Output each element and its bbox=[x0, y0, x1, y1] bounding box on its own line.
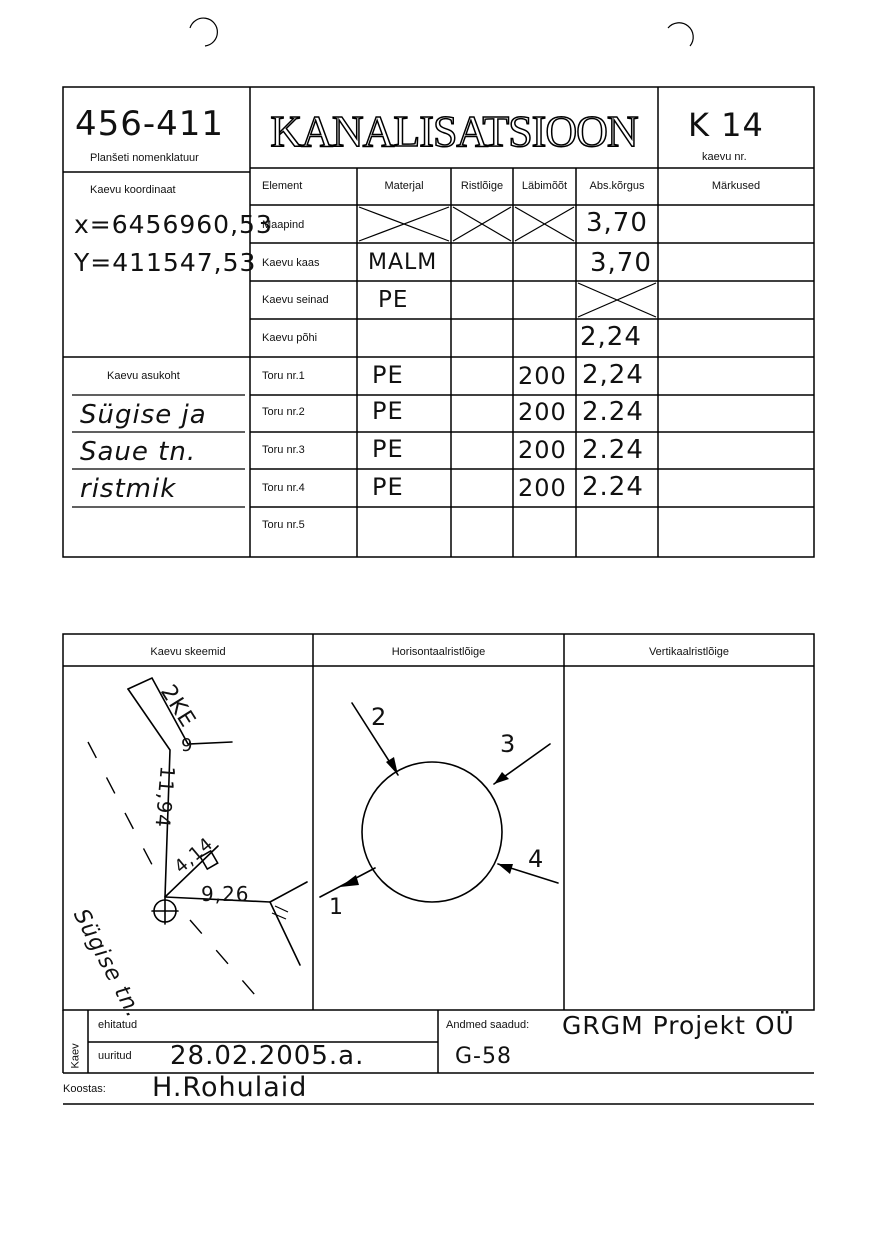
plan-dist-414: 4,14 bbox=[170, 833, 218, 878]
coord-y: Y=411547,53 bbox=[74, 248, 257, 277]
footer-data-source: GRGM Projekt OÜ bbox=[562, 1011, 795, 1040]
well-number-value: K 14 bbox=[688, 106, 764, 144]
element-cell: Kaevu seinad bbox=[262, 294, 329, 306]
sketch-col-schemes: Kaevu skeemid bbox=[150, 646, 226, 658]
element-cell: Toru nr.1 bbox=[262, 370, 305, 382]
form-title: KANALISATSIOON bbox=[270, 107, 638, 156]
element-cell: Toru nr.5 bbox=[262, 519, 305, 531]
material-cell: PE bbox=[372, 435, 404, 463]
element-cell: Maapind bbox=[262, 219, 305, 231]
th-diameter: Läbimõõt bbox=[521, 180, 568, 192]
abs-cell: 2.24 bbox=[582, 472, 644, 502]
location-label: Kaevu asukoht bbox=[107, 370, 180, 382]
abs-cell: 2.24 bbox=[582, 435, 644, 465]
diameter-cell: 200 bbox=[518, 362, 567, 390]
material-cell: MALM bbox=[368, 250, 438, 275]
location-line-1: Sügise ja bbox=[80, 400, 207, 430]
hsect-pipe-3: 3 bbox=[500, 730, 517, 758]
sketch-col-vertical: Vertikaalristlõige bbox=[648, 646, 730, 658]
coords-label: Kaevu koordinaat bbox=[90, 184, 176, 196]
plan-dist-926: 9,26 bbox=[201, 882, 250, 906]
th-remarks: Märkused bbox=[711, 180, 761, 192]
footer-kaev-label: Kaev bbox=[69, 1043, 82, 1069]
footer-author-label: Koostas: bbox=[63, 1083, 106, 1095]
element-cell: Toru nr.2 bbox=[262, 406, 305, 418]
diameter-cell: 200 bbox=[518, 398, 567, 426]
material-cell: PE bbox=[378, 287, 409, 313]
th-element: Element bbox=[262, 180, 303, 192]
abs-cell: 3,70 bbox=[586, 208, 648, 238]
plan-street-2ke: 2KE bbox=[155, 680, 201, 733]
hsect-pipe-1: 1 bbox=[329, 895, 344, 920]
hsect-pipe-4: 4 bbox=[528, 845, 545, 873]
well-number-label: kaevu nr. bbox=[702, 151, 747, 163]
footer-built-label: ehitatud bbox=[98, 1019, 138, 1031]
abs-cell: 2,24 bbox=[580, 322, 642, 352]
footer-surveyed-value: 28.02.2005.a. bbox=[170, 1041, 365, 1071]
abs-cell: 3,70 bbox=[590, 248, 652, 278]
th-material: Materjal bbox=[384, 180, 424, 192]
diameter-cell: 200 bbox=[518, 436, 567, 464]
plan-street-sugise: Sügise tn. bbox=[67, 905, 147, 1023]
plan-dist-1194: 11,94 bbox=[150, 764, 180, 830]
material-cell: PE bbox=[372, 397, 404, 425]
footer-data-label: Andmed saadud: bbox=[446, 1019, 530, 1031]
element-cell: Kaevu põhi bbox=[262, 332, 318, 344]
abs-cell: 2,24 bbox=[582, 360, 644, 390]
diameter-cell: 200 bbox=[518, 474, 567, 502]
hsect-pipe-2: 2 bbox=[371, 703, 388, 731]
location-line-3: ristmik bbox=[80, 474, 177, 504]
nomenclature-label: Planšeti nomenklatuur bbox=[90, 152, 199, 164]
abs-cell: 2.24 bbox=[582, 397, 644, 427]
footer-surveyed-label: uuritud bbox=[98, 1050, 132, 1062]
plan-label-9: 9 bbox=[181, 735, 194, 756]
material-cell: PE bbox=[372, 473, 404, 501]
footer-code: G-58 bbox=[455, 1044, 512, 1069]
element-cell: Kaevu kaas bbox=[262, 257, 320, 269]
th-abs-height: Abs.kõrgus bbox=[589, 180, 645, 192]
footer-author-value: H.Rohulaid bbox=[152, 1072, 308, 1103]
element-cell: Toru nr.4 bbox=[262, 482, 305, 494]
sketch-col-horizontal: Horisontaalristlõige bbox=[391, 646, 486, 658]
coord-x: x=6456960,53 bbox=[74, 210, 273, 239]
element-cell: Toru nr.3 bbox=[262, 444, 305, 456]
th-cross-section: Ristlõige bbox=[460, 180, 504, 192]
nomenclature-value: 456-411 bbox=[75, 104, 225, 144]
material-cell: PE bbox=[372, 361, 404, 389]
location-line-2: Saue tn. bbox=[80, 437, 197, 467]
